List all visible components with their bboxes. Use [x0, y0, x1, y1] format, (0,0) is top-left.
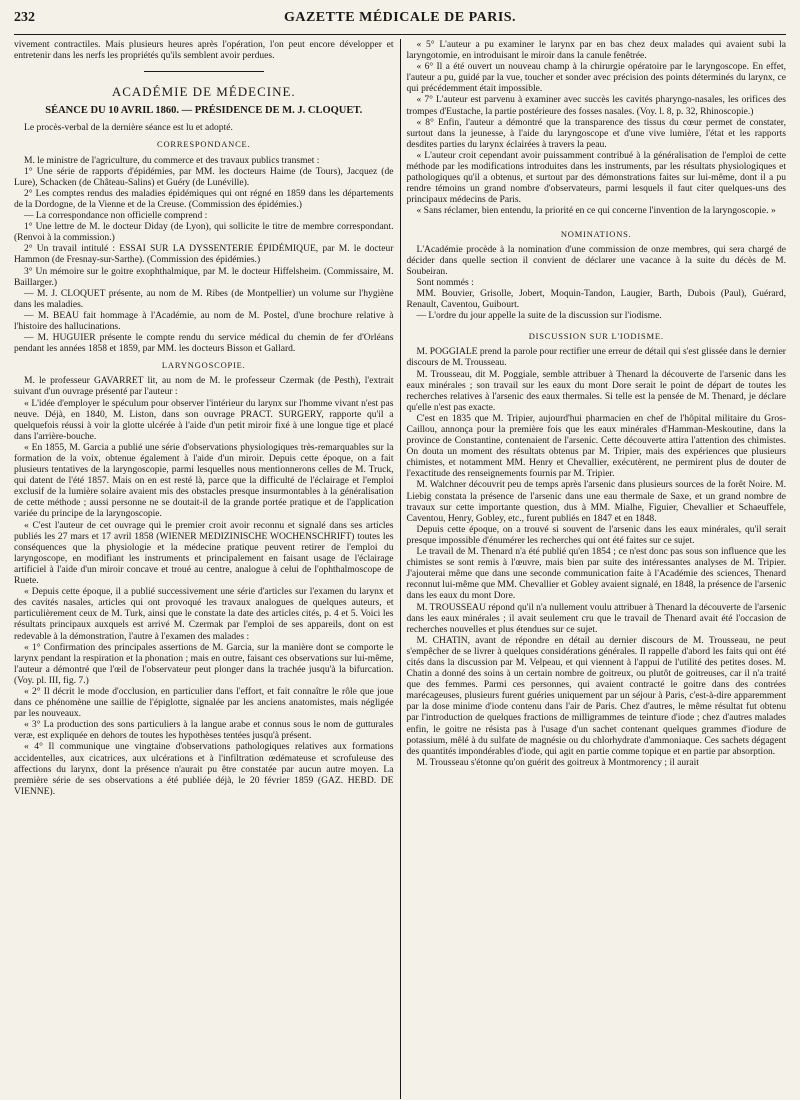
paragraph: M. Trousseau s'étonne qu'on guérit des goitreux à Montmorency ; il aurait — [416, 756, 699, 768]
paragraph: M. le ministre de l'agriculture, du commerce et des travaux publics transmet : — [24, 154, 320, 166]
left-column — [14, 39, 400, 1099]
paragraph: M. POGGIALE prend la parole pour rectifier une erreur de détail qui s'est glissée dans le dernier discours de M. Trousseau. — [406, 346, 786, 369]
paragraph: Le travail de M. Thenard n'a été publié qu'en 1854 ; ce n'est donc pas sous son influence que les chimistes se sont remis à l'œuvre, mais bien par suite des intéressantes analyses de M. Tripier. J'ajouterai même que dans une seconde communication faite à l'Académie des sciences, Thenard reconnut lui-même que MM. Chevallier et Gobley avaient signalé, en 1848, la présence de l'arsenic dans les eaux du mont Dore. — [406, 546, 786, 602]
paragraph: — M. HUGUIER présente le compte rendu du service médical du chemin de fer d'Orléans pendant les années 1858 et 1859, par MM. les docteurs Bisson et Gallard. — [14, 332, 394, 355]
paragraph: « L'idée d'employer le spéculum pour observer l'intérieur du larynx sur l'homme vivant n'est pas neuve. Déjà, en 1840, M. Liston, dans son ouvrage PRACT. SURGERY, rapporte qu'il a quelquefois réussi à voir la glotte ulcérée à l'aide d'un petit miroir fixé à une longue tige et placé dans l'arrière-bouche. — [14, 397, 394, 442]
paragraph: « 5° L'auteur a pu examiner le larynx par en bas chez deux malades qui avaient subi la laryngotomie, en introduisant le miroir dans la canule fenêtrée. — [406, 39, 786, 62]
iodisme-title: DISCUSSION SUR L'IODISME. — [528, 331, 664, 342]
session-line: SÉANCE DU 10 AVRIL 1860. — PRÉSIDENCE DE M. J. CLOQUET. — [45, 105, 363, 117]
paragraph: « 1° Confirmation des principales assertions de M. Garcia, sur la manière dont se comporte le larynx pendant la respiration et la phonation ; mais en outre, faisant ces observations sur lui-même, l'auteur a démontré que l'œil de l'observateur peut plonger dans la trachée jusqu'à la bifurcation. (Voy. pl. III, fig. 7.) — [14, 641, 394, 686]
laryngoscopie-title: LARYNGOSCOPIE. — [161, 360, 246, 371]
paragraph: « 2° Il décrit le mode d'occlusion, en particulier dans l'effort, et fait connaître le rôle que joue dans ce phénomène une saillie de l'épiglotte, signalée par les anciens anatomistes, mais négligée par les nouveaux. — [14, 685, 394, 720]
paragraph: M. le professeur GAVARRET lit, au nom de M. le professeur Czermak (de Pesth), l'extrait suivant d'un ouvrage présenté par l'auteur : — [14, 375, 394, 398]
paragraph: M. Walchner découvrit peu de temps après l'arsenic dans plusieurs sources de la forêt Noire. M. Liebig constata la présence de l'arsenic dans une eau thermale de Saxe, et un grand nombre de travaux sur cette importante question, dus à MM. Mialhe, Figuier, Chevallier et Schaeuffele, Caventou, Henry, Gobley, etc., furent publiés en 1847 et en 1848. — [406, 479, 786, 524]
paragraph: « En 1855, M. Garcia a publié une série d'observations physiologiques très-remarquables sur la formation de la voix, obtenue également à l'aide d'un miroir. Depuis cette époque, on a fait plusieurs tentatives de la laryngoscopie, parmi lesquelles nous mentionnerons celles de M. Truck, qui datent de l'été 1857. Mais on en est resté là, parce que la difficulté de l'éclairage et l'emploi exclusif de la lumière solaire avaient mis des obstacles presque insurmontables à la généralisation de cette méthode ; aussi personne ne se doutait-il de la grande portée pratique et de l'application variée du principe de la laryngoscopie. — [14, 441, 394, 520]
right-column — [401, 39, 787, 1099]
paragraph: 2° Un travail intitulé : ESSAI SUR LA DYSSENTERIE ÉPIDÉMIQUE, par M. le docteur Hammon (de Fresnay-sur-Sarthe). (Commission des épidémies.) — [14, 243, 394, 266]
paragraph: C'est en 1835 que M. Tripier, aujourd'hui pharmacien en chef de l'hôpital militaire du Gros-Caillou, annonça pour la première fois que les eaux minérales d'Hamman-Meskoutine, dans la province de Constantine, contenaient de l'arsenic. Cette découverte attira l'attention des chimistes. On douta un moment des résultats obtenus par M. Tripier, mais des expériences que plusieurs chimistes, et notamment MM. Henry et Chevallier, exécutèrent, ne permirent plus de douter de l'exactitude des renseignements fournis par M. Tripier. — [406, 412, 786, 480]
paragraph: — M. BEAU fait hommage à l'Académie, au nom de M. Postel, d'une brochure relative à l'histoire des hallucinations. — [14, 309, 394, 332]
paragraph: — L'ordre du jour appelle la suite de la discussion sur l'iodisme. — [416, 310, 662, 322]
paragraph: MM. Bouvier, Grisolle, Jobert, Moquin-Tandon, Laugier, Barth, Dubois (Paul), Guérard, Renault, Caventou, Guibourt. — [406, 287, 786, 311]
page-number: 232 — [14, 10, 35, 25]
correspondance-list — [14, 155, 394, 355]
intro-paragraph: vivement contractiles. Mais plusieurs heures après l'opération, l'on peut encore développer et entretenir dans les nerfs les propriétés qu'ils semblent avoir perdues. — [14, 39, 394, 62]
paragraph: « 6° Il a été ouvert un nouveau champ à la chirurgie opératoire par le laryngoscope. En effet, l'auteur a pu, guidé par la vue, toucher et sonder avec précision des points déterminés du larynx, ce qui précédemment était impossible. — [406, 61, 786, 95]
paragraph: « L'auteur croit cependant avoir puissamment contribué à la généralisation de l'emploi de cette méthode par les modifications introduites dans les instruments, par les résultats physiologiques et pathologiques qu'il a obtenus, et surtout par des démonstrations faites sur lui-même, dont il a pu rendre témoins un grand nombre d'observateurs, parmi lesquels il faut citer quelques-uns des principaux médecins de Paris. — [406, 149, 786, 206]
paragraph: M. CHATIN, avant de répondre en détail au dernier discours de M. Trousseau, ne peut s'empêcher de se livrer à quelques considérations générales. Il rappelle d'abord les faits qui ont été cités dans la discussion par M. Velpeau, et qui viennent à l'appui de l'utilité des petites doses. M. Chatin a donné des soins à un certain nombre de goitreux, ou plutôt de goitreuses, car il n'a traité que des femmes. Parmi ces personnes, qui avaient contracté le goitre dans des contrées marécageuses, plusieurs furent guéries uniquement par un séjour à Paris, c'est-à-dire apparemment par la dose minime d'iode contenu dans l'air de Paris. Chez d'autres, le même résultat fut obtenu par l'introduction de quelques fractions de milligrammes de teinture d'iode ; chez d'autres malades enfin, le goitre ne résista pas à l'usage d'un sachet contenant quelques grammes d'iodure de potassium, mêlé à du sulfate de magnésie ou du chlorhydrate d'ammoniaque. Ces sachets dégagent des quantités impondérables d'iode, qui agit en partie comme topique et en partie par absorption. — [406, 634, 786, 757]
paragraph: 1° Une série de rapports d'épidémies, par MM. les docteurs Haime (de Tours), Jacquez (de Lure), Schacken (de Château-Salins) et Guéry (de Lunéville). — [14, 165, 394, 188]
section-title: ACADÉMIE DE MÉDECINE. — [111, 84, 296, 100]
paragraph: Depuis cette époque, on a trouvé si souvent de l'arsenic dans les eaux minérales, qu'il serait presque impossible d'énumérer les recherches qui ont été faites sur ce sujet. — [406, 523, 786, 546]
paragraph: « C'est l'auteur de cet ouvrage qui le premier croit avoir reconnu et signalé dans ses articles publiés les 27 mars et 17 avril 1858 (WIENER MEDIZINISCHE WOCHENSCHRIFT) toutes les conséquences que la physiologie et la médecine pratique peuvent retirer de l'emploi du laryngoscope, en modifiant les instruments et principalement en faisant usage de l'éclairage artificiel à l'aide d'un miroir concave et troué au centre, analogue à celui de l'ophthalmoscope de Ruete. — [14, 519, 394, 587]
paragraph: « Depuis cette époque, il a publié successivement une série d'articles sur l'examen du larynx et des cavités nasales, articles qui ont provoqué les travaux analogues de quelques auteurs, et particulièrement ceux de M. Turk, ainsi que le constate la date des articles cités, p. 4 et 5. Voici les résultats principaux auxquels est arrivé M. Czermak par l'emploi de ses appareils, dont on est redevable à la démonstration, l'autre à l'examen des malades : — [14, 586, 394, 642]
correspondance-title: CORRESPONDANCE. — [157, 139, 251, 150]
section-divider — [144, 71, 264, 72]
paragraph: — La correspondance non officielle comprend : — [24, 210, 208, 222]
paragraph: « Sans réclamer, bien entendu, la priorité en ce qui concerne l'invention de la laryngoscopie. » — [416, 205, 776, 217]
page-header — [14, 10, 786, 35]
laryngoscopie-continued-list — [407, 39, 787, 217]
nominations-title: NOMINATIONS. — [560, 228, 632, 239]
paragraph: M. TROUSSEAU répond qu'il n'a nullement voulu attribuer à Thenard la découverte de l'arsenic dans les eaux minérales ; il avait seulement cru que le travail de Thenard avait été l'occasion de recherches nouvelles et plus étendues sur ce sujet. — [406, 601, 786, 635]
paragraph: Sont nommés : — [416, 276, 474, 288]
iodisme-list — [407, 346, 787, 768]
paragraph: L'Académie procède à la nomination d'une commission de onze membres, qui sera chargé de décider dans quelle section il convient de déclarer une vacance à la suite du décès de M. Soubeiran. — [406, 243, 786, 277]
journal-title: GAZETTE MÉDICALE DE PARIS. — [283, 10, 517, 25]
paragraph: 1° Une lettre de M. le docteur Diday (de Lyon), qui sollicite le titre de membre correspondant. (Renvoi à la commission.) — [14, 221, 394, 244]
nominations-list — [407, 244, 787, 322]
paragraph: M. Trousseau, dit M. Poggiale, semble attribuer à Thenard la découverte de l'arsenic dans les eaux minérales ; son travail sur les eaux du mont Dore serait le point de départ de toutes les recherches relatives à l'arsenic des eaux thermales. Si telle est la pensée de M. Thenard, je déclare qu'elle n'est pas exacte. — [406, 368, 786, 413]
paragraph: « 4° Il communique une vingtaine d'observations pathologiques relatives aux formations accidentelles, aux cicatrices, aux ulcérations et à l'infiltration œdémateuse et scrofuleuse des affections du larynx, dont la présence n'aurait pu être constatée par aucun autre moyen. La première série de ses observations a été publiée déjà, le 20 février 1859 (GAZ. HEBD. DE VIENNE). — [14, 741, 394, 797]
paragraph: « 7° L'auteur est parvenu à examiner avec succès les cavités pharyngo-nasales, les orifices des trompes d'Eustache, la partie postérieure des fosses nasales. (Voy. l. 8, p. 32, Rhinoscopie.) — [406, 94, 786, 117]
paragraph: 2° Les comptes rendus des maladies épidémiques qui ont régné en 1859 dans les départements de la Dordogne, de la Vienne et de la Creuse. (Commission des épidémies.) — [14, 187, 394, 210]
paragraph: « 8° Enfin, l'auteur a démontré que la transparence des tissus du cœur permet de constater, surtout dans la jeunesse, à l'aide du laryngoscope et d'une vive lumière, l'état et les rapports desdites parties du larynx éclairées à travers la peau. — [406, 116, 786, 150]
paragraph: 3° Un mémoire sur le goitre exophthalmique, par M. le docteur Hiffelsheim. (Commissaire, M. Baillarger.) — [14, 265, 394, 288]
laryngoscopie-list — [14, 375, 394, 797]
columns — [14, 39, 786, 1099]
paragraph: « 3° La production des sons particuliers à la langue arabe et connus sous le nom de gutturales veræ, est expliquée en dehors de toutes les hypothèses tentées jusqu'à présent. — [14, 719, 394, 742]
minutes-paragraph: Le procès-verbal de la dernière séance est lu et adopté. — [24, 122, 233, 134]
paragraph: — M. J. CLOQUET présente, au nom de M. Ribes (de Montpellier) un volume sur l'hygiène dans les maladies. — [14, 287, 394, 310]
